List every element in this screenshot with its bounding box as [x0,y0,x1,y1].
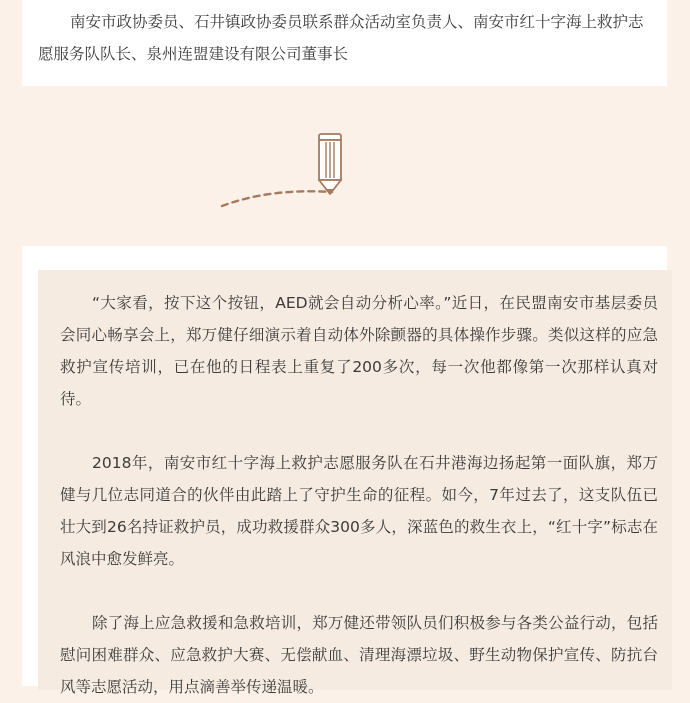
paragraph-1: “大家看，按下这个按钮，AED就会自动分析心率。”近日，在民盟南安市基层委员会同心畅享会上，郑万健仔细演示着自动体外除颤器的具体操作步骤。类似这样的应急救护宣传培训，已在他的日程表上重复了200多次，每一次他都像第一次那样认真对待。 [60,294,658,408]
intro-text: 南安市政协委员、石井镇政协委员联系群众活动室负责人、南安市红十字海上救护志愿服务队队长、泉州连盟建设有限公司董事长 [38,13,644,63]
intro-card [22,0,667,86]
pencil-icon [200,122,360,222]
paragraph-3: 除了海上应急救援和急救培训，郑万健还带领队员们积极参与各类公益行动，包括慰问困难群众、应急救护大赛、无偿献血、清理海漂垃圾、野生动物保护宣传、防抗台风等志愿活动，用点滴善举传递温暖。 [60,614,658,696]
paragraph-2: 2018年，南安市红十字海上救护志愿服务队在石井港海边扬起第一面队旗，郑万健与几位志同道合的伙伴由此踏上了守护生命的征程。如今，7年过去了，这支队伍已壮大到26名持证救护员，成功救援群众300多人，深蓝色的救生衣上，“红十字”标志在风浪中愈发鲜亮。 [60,454,658,568]
article-card [22,246,667,696]
article-body [38,270,672,696]
